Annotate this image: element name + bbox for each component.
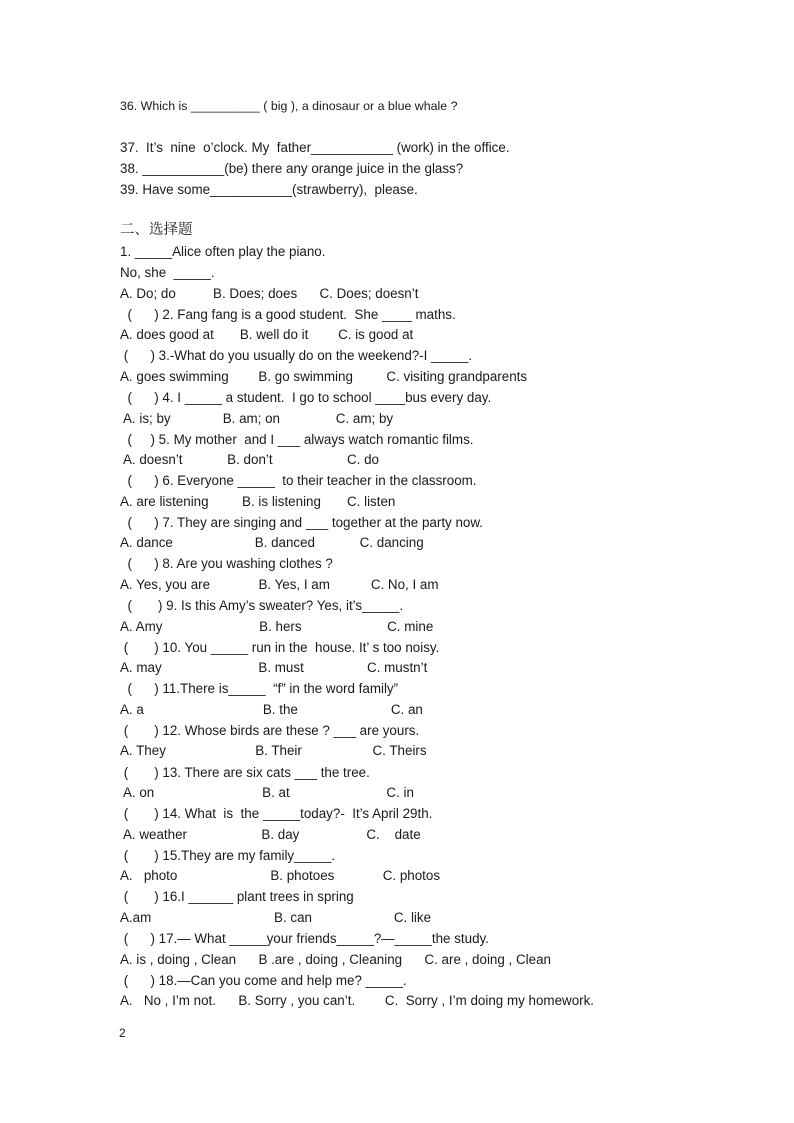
mc-line: ( ) 16.I ______ plant trees in spring bbox=[120, 889, 354, 904]
mc-line: ( ) 10. You _____ run in the house. It’ s too noisy. bbox=[120, 640, 440, 655]
mc-line: A. No , I’m not. B. Sorry , you can’t. C. Sorry , I’m doing my homework. bbox=[120, 993, 595, 1008]
mc-line: ( ) 15.They are my family_____. bbox=[120, 848, 336, 863]
mc-line: A. does good at B. well do it C. is good at bbox=[120, 327, 414, 342]
page-number: 2 bbox=[119, 1026, 126, 1040]
mc-line: No, she _____. bbox=[120, 265, 215, 280]
mc-line: ( ) 6. Everyone _____ to their teacher in the classroom. bbox=[120, 473, 477, 488]
mc-line: ( ) 11.There is_____ “f” in the word family” bbox=[120, 681, 399, 696]
section-title: 二、选择题 bbox=[120, 222, 193, 238]
mc-line: 1. _____Alice often play the piano. bbox=[120, 244, 326, 259]
mc-line: A. dance B. danced C. dancing bbox=[120, 535, 424, 550]
mc-line: A. Do; do B. Does; does C. Does; doesn’t bbox=[120, 286, 419, 301]
mc-line: A. goes swimming B. go swimming C. visiting grandparents bbox=[120, 369, 528, 384]
mc-line: ( ) 13. There are six cats ___ the tree. bbox=[120, 765, 370, 780]
mc-line: A. doesn’t B. don’t C. do bbox=[120, 452, 379, 467]
question-39: 39. Have some___________(strawberry), please. bbox=[120, 182, 418, 197]
mc-line: ( ) 8. Are you washing clothes ? bbox=[120, 556, 333, 571]
question-38: 38. ___________(be) there any orange juice in the glass? bbox=[120, 161, 464, 176]
mc-line: ( ) 5. My mother and I ___ always watch romantic films. bbox=[120, 432, 474, 447]
mc-line: ( ) 14. What is the _____today?- It’s April 29th. bbox=[120, 806, 433, 821]
mc-line: A. weather B. day C. date bbox=[120, 827, 421, 842]
mc-line: A. may B. must C. mustn’t bbox=[120, 660, 428, 675]
mc-line: A. Amy B. hers C. mine bbox=[120, 619, 434, 634]
mc-line: ( ) 17.— What _____your friends_____?—_____the study. bbox=[120, 931, 489, 946]
question-36: 36. Which is __________ ( big ), a dinosaur or a blue whale ? bbox=[120, 99, 458, 113]
mc-line: A.am B. can C. like bbox=[120, 910, 432, 925]
mc-line: A. is , doing , Clean B .are , doing , Cleaning C. are , doing , Clean bbox=[120, 952, 551, 967]
mc-line: ( ) 9. Is this Amy’s sweater? Yes, it’s_____. bbox=[120, 598, 404, 613]
mc-line: ( ) 2. Fang fang is a good student. She ____ maths. bbox=[120, 307, 456, 322]
mc-line: ( ) 18.—Can you come and help me? _____. bbox=[120, 973, 407, 988]
mc-line: ( ) 3.-What do you usually do on the weekend?-I _____. bbox=[120, 348, 473, 363]
mc-line: ( ) 12. Whose birds are these ? ___ are yours. bbox=[120, 723, 420, 738]
mc-line: A. is; by B. am; on C. am; by bbox=[120, 411, 394, 426]
mc-line: A. Yes, you are B. Yes, I am C. No, I am bbox=[120, 577, 439, 592]
mc-line: A. photo B. photoes C. photos bbox=[120, 868, 441, 883]
mc-line: A. are listening B. is listening C. listen bbox=[120, 494, 396, 509]
mc-line: ( ) 4. I _____ a student. I go to school ____bus every day. bbox=[120, 390, 492, 405]
mc-line: A. on B. at C. in bbox=[120, 785, 414, 800]
question-37: 37. It’s nine o’clock. My father___________ (work) in the office. bbox=[120, 140, 510, 155]
mc-line: A. They B. Their C. Theirs bbox=[120, 743, 427, 758]
mc-line: ( ) 7. They are singing and ___ together at the party now. bbox=[120, 515, 484, 530]
mc-line: A. a B. the C. an bbox=[120, 702, 423, 717]
